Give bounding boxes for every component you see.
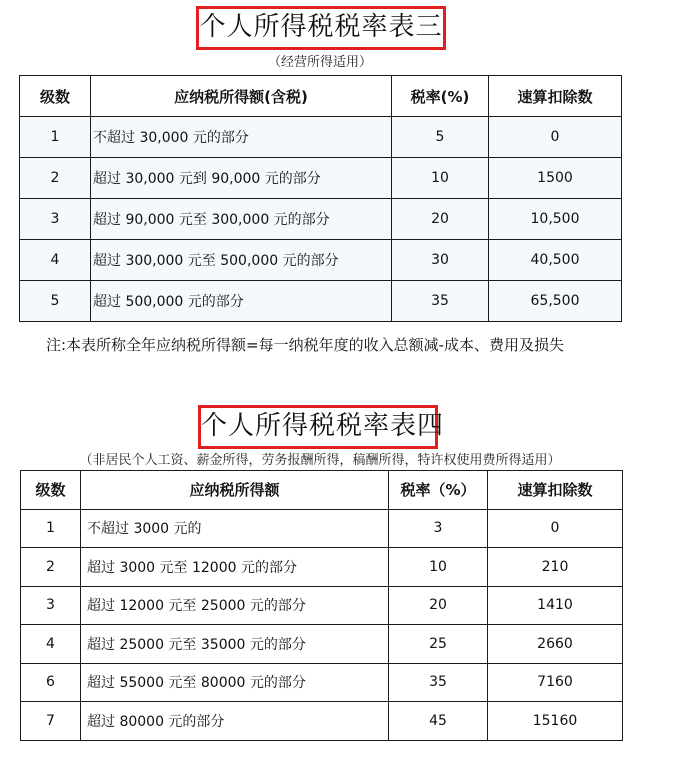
table-row xyxy=(21,509,623,548)
cell-level: 2 xyxy=(20,158,91,199)
table-3-footnote: 注:本表所称全年应纳税所得额=每一纳税年度的收入总额减-成本、费用及损失 xyxy=(46,336,565,354)
table-row xyxy=(20,281,622,322)
cell-range: 超过 25000 元至 35000 元的部分 xyxy=(81,625,389,664)
cell-rate: 20 xyxy=(392,199,489,240)
table-row xyxy=(20,158,622,199)
cell-deduction: 1410 xyxy=(488,586,623,625)
header-quick-deduction: 速算扣除数 xyxy=(488,471,623,510)
cell-level: 4 xyxy=(21,625,81,664)
header-quick-deduction: 速算扣除数 xyxy=(489,76,622,117)
cell-range: 超过 3000 元至 12000 元的部分 xyxy=(81,548,389,587)
cell-deduction: 15160 xyxy=(488,702,623,741)
table-3-title: 个人所得税税率表三 xyxy=(196,6,446,50)
cell-deduction: 0 xyxy=(488,509,623,548)
cell-level: 7 xyxy=(21,702,81,741)
tax-rate-table-4 xyxy=(20,470,623,741)
cell-level: 5 xyxy=(20,281,91,322)
header-level: 级数 xyxy=(20,76,91,117)
cell-level: 2 xyxy=(21,548,81,587)
cell-level: 1 xyxy=(20,117,91,158)
cell-range: 超过 300,000 元至 500,000 元的部分 xyxy=(91,240,392,281)
cell-level: 6 xyxy=(21,663,81,702)
header-level: 级数 xyxy=(21,471,81,510)
table-row xyxy=(20,199,622,240)
table-row xyxy=(21,586,623,625)
cell-rate: 35 xyxy=(389,663,488,702)
cell-deduction: 10,500 xyxy=(489,199,622,240)
cell-rate: 20 xyxy=(389,586,488,625)
cell-range: 超过 12000 元至 25000 元的部分 xyxy=(81,586,389,625)
cell-rate: 5 xyxy=(392,117,489,158)
cell-level: 4 xyxy=(20,240,91,281)
cell-rate: 30 xyxy=(392,240,489,281)
header-tax-rate: 税率(%) xyxy=(392,76,489,117)
cell-deduction: 40,500 xyxy=(489,240,622,281)
cell-range: 不超过 30,000 元的部分 xyxy=(91,117,392,158)
cell-rate: 25 xyxy=(389,625,488,664)
cell-range: 超过 90,000 元至 300,000 元的部分 xyxy=(91,199,392,240)
header-taxable-income: 应纳税所得额(含税) xyxy=(91,76,392,117)
table-row xyxy=(21,663,623,702)
cell-range: 超过 30,000 元到 90,000 元的部分 xyxy=(91,158,392,199)
cell-rate: 3 xyxy=(389,509,488,548)
table-row xyxy=(21,548,623,587)
table-row xyxy=(21,702,623,741)
cell-rate: 10 xyxy=(392,158,489,199)
cell-level: 3 xyxy=(20,199,91,240)
cell-level: 3 xyxy=(21,586,81,625)
cell-range: 超过 500,000 元的部分 xyxy=(91,281,392,322)
cell-deduction: 65,500 xyxy=(489,281,622,322)
cell-rate: 10 xyxy=(389,548,488,587)
table-header-row xyxy=(21,471,623,510)
cell-deduction: 2660 xyxy=(488,625,623,664)
table-row xyxy=(20,117,622,158)
cell-level: 1 xyxy=(21,509,81,548)
cell-deduction: 210 xyxy=(488,548,623,587)
cell-deduction: 1500 xyxy=(489,158,622,199)
cell-deduction: 7160 xyxy=(488,663,623,702)
cell-range: 超过 55000 元至 80000 元的部分 xyxy=(81,663,389,702)
cell-rate: 35 xyxy=(392,281,489,322)
cell-rate: 45 xyxy=(389,702,488,741)
table-header-row xyxy=(20,76,622,117)
table-row xyxy=(21,625,623,664)
cell-range: 不超过 3000 元的 xyxy=(81,509,389,548)
tax-rate-table-3 xyxy=(19,75,622,322)
cell-deduction: 0 xyxy=(489,117,622,158)
table-4-title: 个人所得税税率表四 xyxy=(198,405,438,449)
header-taxable-income: 应纳税所得额 xyxy=(81,471,389,510)
table-row xyxy=(20,240,622,281)
table-3-subtitle: （经营所得适用） xyxy=(267,55,372,70)
table-4-subtitle: （非居民个人工资、薪金所得，劳务报酬所得，稿酬所得，特许权使用费所得适用） xyxy=(79,453,561,468)
header-tax-rate: 税率（%） xyxy=(389,471,488,510)
cell-range: 超过 80000 元的部分 xyxy=(81,702,389,741)
